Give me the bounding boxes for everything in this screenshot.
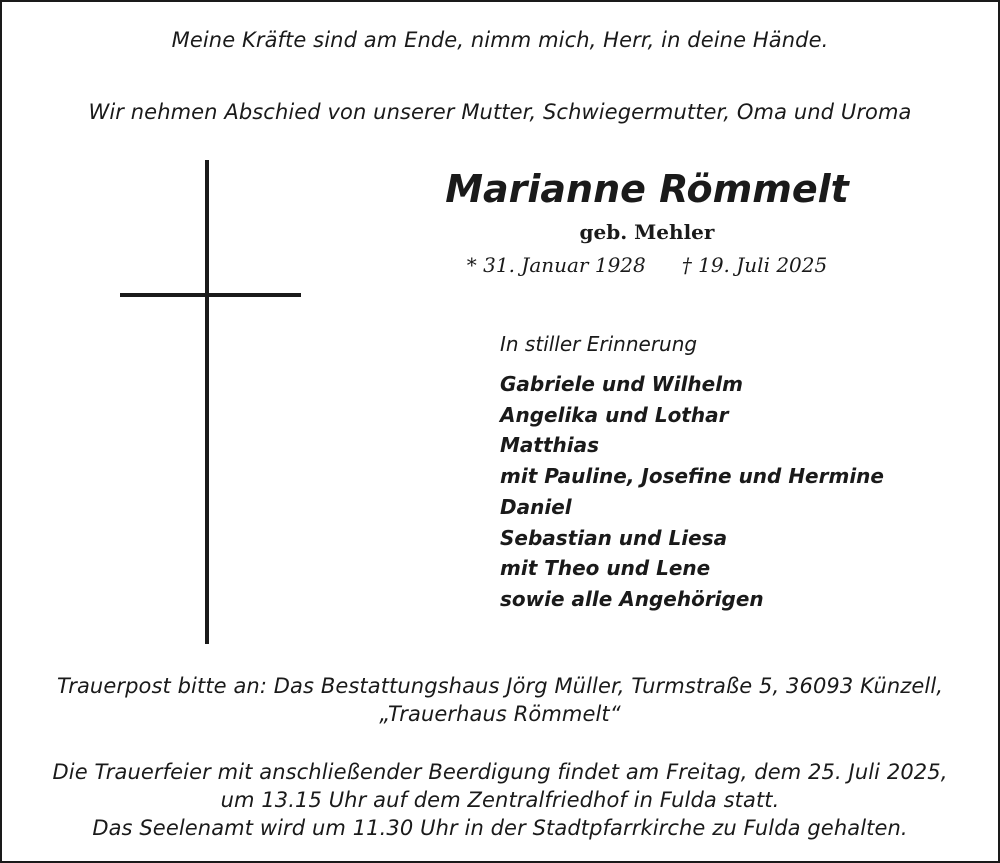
mourner-item: Sebastian und Liesa (500, 525, 728, 550)
mail-line-2: „Trauerhaus Römmelt“ (379, 702, 621, 726)
service-line-3: Das Seelenamt wird um 11.30 Uhr in der Stadtpfarrkirche zu Fulda gehalten. (92, 816, 908, 840)
condolence-mail-address (2, 672, 998, 728)
mail-line-1: Trauerpost bitte an: Das Bestattungshaus Jörg Müller, Turmstraße 5, 36093 Künzell, (56, 674, 944, 698)
remembrance-label: In stiller Erinnerung (500, 332, 698, 356)
mourner-item: mit Theo und Lene (500, 556, 711, 581)
service-line-2: um 13.15 Uhr auf dem Zentralfriedhof in Fulda statt. (220, 788, 780, 812)
mourner-item: mit Pauline, Josefine und Hermine (500, 464, 884, 489)
life-dates (402, 251, 892, 279)
motto: Meine Kräfte sind am Ende, nimm mich, Herr, in deine Hände. (171, 28, 829, 52)
funeral-service-info (2, 758, 998, 842)
mourners-list (500, 369, 884, 615)
mourner-item: Angelika und Lothar (500, 402, 729, 427)
mourner-item: Matthias (500, 433, 600, 458)
mourner-item: sowie alle Angehörigen (500, 586, 764, 611)
deceased-name: Marianne Römmelt (445, 167, 849, 211)
death-date: † 19. Juli 2025 (681, 253, 828, 277)
birth-date: * 31. Januar 1928 (466, 253, 646, 277)
birth-name: geb. Mehler (579, 220, 715, 244)
cross-horizontal-beam (120, 293, 301, 297)
farewell-text: Wir nehmen Abschied von unserer Mutter, Schwiegermutter, Oma und Uroma (88, 100, 912, 124)
service-line-1: Die Trauerfeier mit anschließender Beerdigung findet am Freitag, dem 25. Juli 2025, (52, 760, 948, 784)
cross-vertical-beam (205, 160, 209, 644)
mourner-item: Gabriele und Wilhelm (500, 372, 743, 396)
mourner-item: Daniel (500, 494, 572, 519)
